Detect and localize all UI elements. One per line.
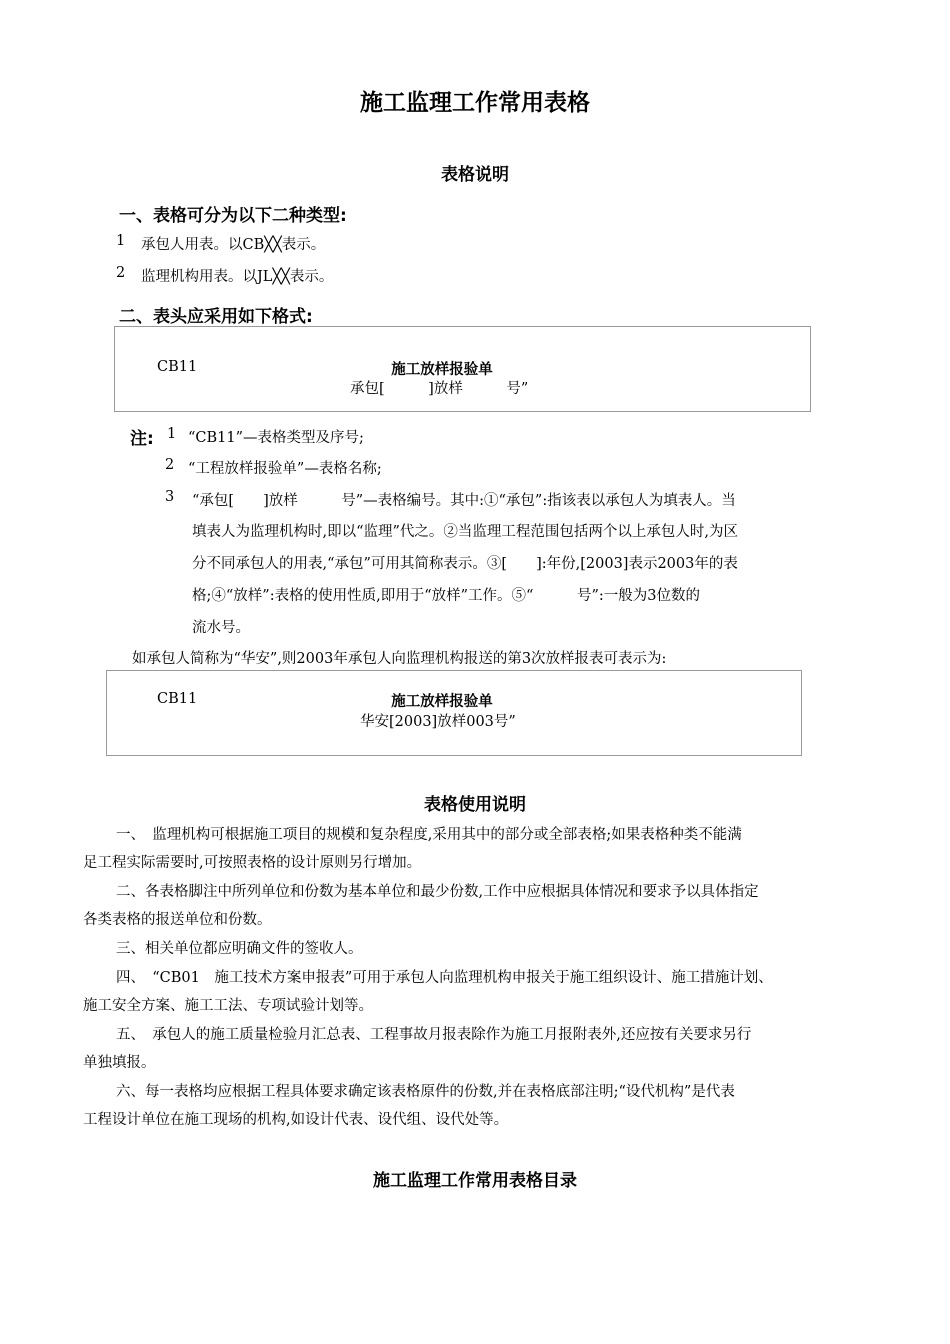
sample-form-name: 施工放样报验单 <box>391 362 493 378</box>
section2-heading: 二、表头应采用如下格式: <box>119 307 313 327</box>
note-line: 流水号。 <box>192 620 250 636</box>
section1-item-text: 承包人用表。以CB╳╳表示。 <box>141 237 326 253</box>
section1-heading: 一、表格可分为以下二种类型: <box>119 206 347 226</box>
catalog-heading: 施工监理工作常用表格目录 <box>373 1171 577 1191</box>
note-num: 1 <box>167 426 177 442</box>
usage-paragraph-line: 二、各表格脚注中所列单位和份数为基本单位和最少份数,工作中应根据具体情况和要求予以具体指定 <box>116 884 759 900</box>
sample-form-code: CB11 <box>157 691 198 707</box>
section1-item-text: 监理机构用表。以JL╳╳表示。 <box>141 269 334 285</box>
usage-paragraph-line: 三、相关单位都应明确文件的签收人。 <box>116 941 363 957</box>
usage-heading: 表格使用说明 <box>424 795 526 815</box>
notes-label: 注: <box>130 429 154 449</box>
usage-paragraph-line: 各类表格的报送单位和份数。 <box>83 912 272 928</box>
sample-form-name: 施工放样报验单 <box>391 694 493 710</box>
section1-item-num: 1 <box>116 233 126 249</box>
usage-paragraph-line: 单独填报。 <box>83 1055 156 1071</box>
note-line: “承包[ ]放样 号”—表格编号。其中:①“承包”:指该表以承包人为填表人。当 <box>192 493 736 509</box>
note-num: 2 <box>165 457 175 473</box>
explain-heading: 表格说明 <box>441 165 509 185</box>
sample-form-number: 华安[2003]放样003号” <box>360 714 516 730</box>
usage-paragraph-line: 施工安全方案、施工工法、专项试验计划等。 <box>83 998 373 1014</box>
note-text: “工程放样报验单”—表格名称; <box>188 461 382 477</box>
usage-paragraph-line: 五、 承包人的施工质量检验月汇总表、工程事故月报表除作为施工月报附表外,还应按有关要求另行 <box>116 1027 752 1043</box>
note-text: “CB11”—表格类型及序号; <box>188 430 364 446</box>
note-line: 格;④“放样”:表格的使用性质,即用于“放样”工作。⑤“ 号”:一般为3位数的 <box>192 588 700 604</box>
note-line: 填表人为监理机构时,即以“监理”代之。②当监理工程范围包括两个以上承包人时,为区 <box>192 524 739 540</box>
example-intro: 如承包人简称为“华安”,则2003年承包人向监理机构报送的第3次放样报表可表示为: <box>132 651 667 667</box>
usage-paragraph-line: 足工程实际需要时,可按照表格的设计原则另行增加。 <box>83 855 422 871</box>
usage-paragraph-line: 四、 “CB01 施工技术方案申报表”可用于承包人向监理机构申报关于施工组织设计、施工措施计划、 <box>116 970 773 986</box>
usage-paragraph-line: 一、 监理机构可根据施工项目的规模和复杂程度,采用其中的部分或全部表格;如果表格种类不能满 <box>116 827 742 843</box>
page-title: 施工监理工作常用表格 <box>360 90 590 116</box>
note-line: 分不同承包人的用表,“承包”可用其简称表示。③[ ]:年份,[2003]表示2003年的表 <box>192 556 738 572</box>
sample-form-code: CB11 <box>157 359 198 375</box>
note-num: 3 <box>165 489 175 505</box>
usage-paragraph-line: 六、每一表格均应根据工程具体要求确定该表格原件的份数,并在表格底部注明;“设代机构”是代表 <box>116 1084 735 1100</box>
section1-item-num: 2 <box>116 265 126 281</box>
usage-paragraph-line: 工程设计单位在施工现场的机构,如设计代表、设代组、设代处等。 <box>83 1112 509 1128</box>
sample-form-number: 承包[ ]放样 号” <box>350 381 529 397</box>
